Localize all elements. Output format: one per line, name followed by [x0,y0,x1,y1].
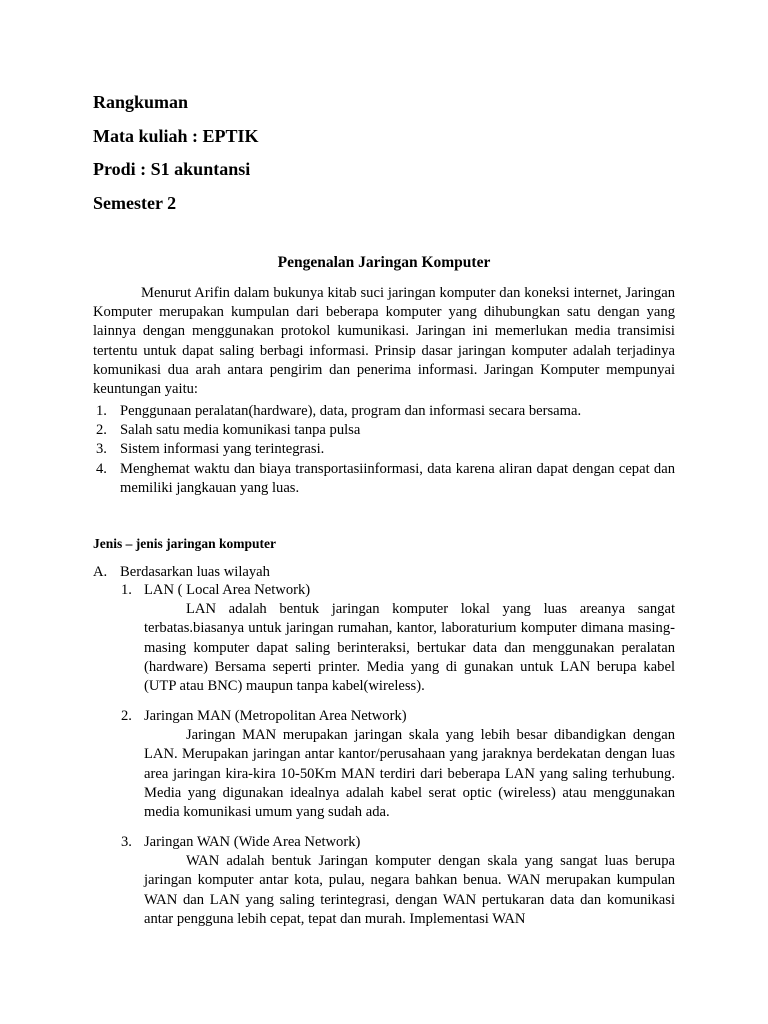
section-a [93,563,270,582]
network-type-lan [118,581,675,696]
list-item-text: Salah satu media komunikasi tanpa pulsa [120,422,361,439]
section-label: Berdasarkan luas wilayah [120,564,270,580]
item-number: 1. [121,582,132,598]
section-title: Pengenalan Jaringan Komputer [277,254,491,271]
list-number: 1. [96,403,107,419]
intro-paragraph: Menurut Arifin dalam bukunya kitab suci jaringan komputer dan koneksi internet, Jaringan Komputer merupakan kumpulan dari beberapa komputer yang dihubungkan satu dengan yang lainnya dengan menggunakan protokol kumunikasi. Jaringan ini memerlukan media transimisi tertentu untuk dapat saling berbagi informasi. Prinsip dasar jaringan komputer adalah terjadinya komunikasi dua arah antara pengirim dan penerima informasi. Jaringan Komputer mempunyai keuntungan yaitu: [93,285,675,398]
item-description: LAN adalah bentuk jaringan komputer lokal yang luas areanya sangat terbatas.biasanya untuk jaringan rumahan, kantor, laboraturium komputer dimana masing-masing komputer dapat saling berinteraksi, bertukar data dan menggunakan peralatan (hardware) Bersama seperti printer. Media yang di gunakan untuk LAN berupa kabel (UTP atau BNC) maupun tanpa kabel(wireless). [144,601,675,695]
header-semester: Semester 2 [93,192,177,213]
item-name: Jaringan WAN (Wide Area Network) [144,834,361,850]
item-name: Jaringan MAN (Metropolitan Area Network) [144,708,407,724]
list-item [93,440,675,459]
list-number: 4. [96,460,107,477]
section-letter: A. [93,564,108,580]
item-description: Jaringan MAN merupakan jaringan skala yang lebih besar dibandigkan dengan LAN. Merupakan jaringan antar kantor/perusahaan yang jaraknya berdekatan dengan luas area jaringan kira-kira 10-50Km MAN terdiri dari beberapa LAN yang saling terhubung. Media yang digunakan idealnya adalah kabel serat optic (wireless) atau menggunakan media komunikasi umum yang sudah ada. [144,727,675,821]
list-item [93,402,675,421]
item-number: 3. [121,834,132,850]
list-number: 2. [96,422,107,439]
list-item-text: Menghemat waktu dan biaya transportasiinformasi, data karena aliran dapat dengan cepat dan memiliki jangkauan yang luas. [120,460,675,496]
network-type-wan [118,833,675,929]
subheading: Jenis – jenis jaringan komputer [93,536,277,551]
list-item [93,421,675,440]
list-item-text: Penggunaan peralatan(hardware), data, program dan informasi secara bersama. [120,403,582,419]
header-title: Rangkuman [93,92,189,112]
benefits-list [93,402,675,498]
list-item-text: Sistem informasi yang terintegrasi. [120,441,325,458]
list-item [93,460,675,498]
header-program: Prodi : S1 akuntansi [93,159,251,180]
network-type-man [118,707,675,822]
item-description: WAN adalah bentuk Jaringan komputer dengan skala yang sangat luas berupa jaringan komputer antar kota, pulau, negara bahkan benua. WAN merupakan kumpulan WAN dan LAN yang saling terintegrasi, dengan WAN pertukaran data dan komunikasi antar pengguna lebih cepat, tepat dan murah. Implementasi WAN [144,853,675,927]
header-course: Mata kuliah : EPTIK [93,125,259,146]
item-name: LAN ( Local Area Network) [144,582,311,598]
list-number: 3. [96,441,107,458]
document-header [93,86,259,220]
item-number: 2. [121,708,132,724]
